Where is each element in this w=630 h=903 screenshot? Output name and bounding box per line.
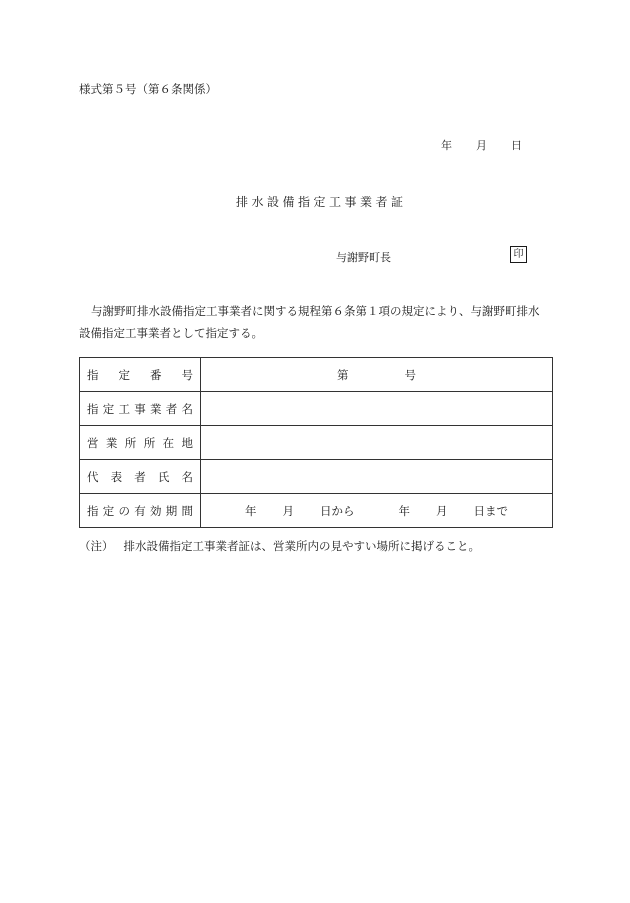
designation-number-field[interactable] [201, 358, 553, 392]
issue-date [441, 137, 522, 153]
form-number: 様式第５号（第６条関係） [79, 82, 217, 96]
label-validity-period: 指定の有効期間 [80, 494, 201, 528]
number-prefix: 第 [337, 367, 349, 382]
date-year-label: 年 [441, 139, 452, 152]
body-line-2: 設備指定工事業者として指定する。 [79, 326, 263, 340]
office-address-field[interactable] [201, 426, 553, 460]
table-row [80, 358, 553, 392]
label-representative-name: 代表者氏名 [80, 460, 201, 494]
label-designation-number: 指定番号 [80, 358, 201, 392]
table-row [80, 392, 553, 426]
period-from-day: 日から [320, 503, 355, 518]
note-text: 排水設備指定工事業者証は、営業所内の見やすい場所に掲げること。 [123, 539, 480, 553]
table-row [80, 460, 553, 494]
body-line-1: 与謝野町排水設備指定工事業者に関する規程第６条第１項の規定により、与謝野町排水 [91, 304, 540, 318]
date-day-label: 日 [511, 139, 522, 152]
representative-name-field[interactable] [201, 460, 553, 494]
certificate-table [79, 357, 553, 528]
period-to-day: 日まで [473, 503, 508, 518]
period-to-month: 月 [436, 503, 448, 518]
date-month-label: 月 [476, 139, 487, 152]
validity-period-field[interactable] [201, 494, 553, 528]
table-row [80, 426, 553, 460]
period-to-year: 年 [398, 503, 410, 518]
label-contractor-name: 指定工事業者名 [80, 392, 201, 426]
number-suffix: 号 [404, 367, 416, 382]
period-from-month: 月 [282, 503, 294, 518]
document-title: 排水設備指定工事業者証 [236, 195, 407, 209]
footnote [79, 538, 480, 554]
note-marker: （注） [79, 539, 114, 553]
body-paragraph [79, 300, 559, 344]
contractor-name-field[interactable] [201, 392, 553, 426]
table-row [80, 494, 553, 528]
period-from-year: 年 [245, 503, 257, 518]
issuer-name: 与謝野町長 [336, 251, 391, 264]
label-office-address: 営業所所在地 [80, 426, 201, 460]
seal-mark: 印 [510, 246, 527, 263]
